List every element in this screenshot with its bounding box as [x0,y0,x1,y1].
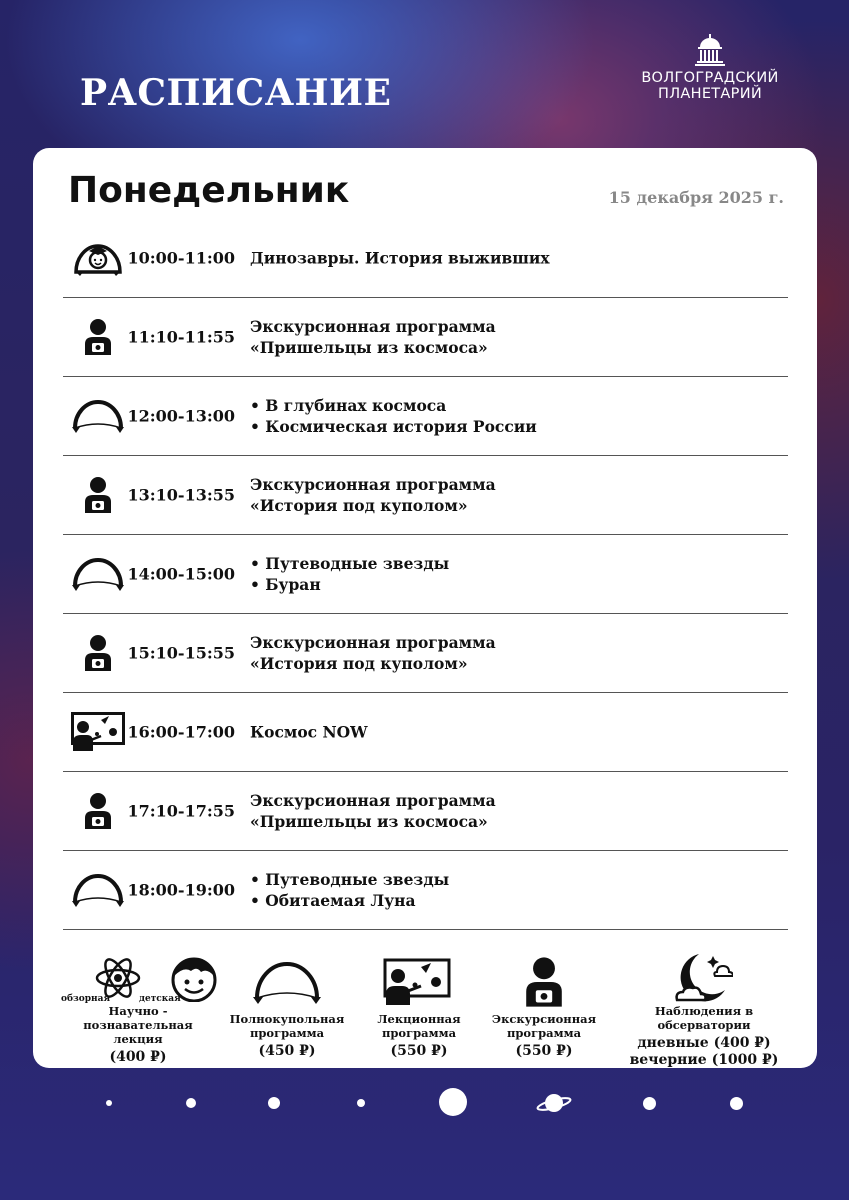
legend-excursion [485,1012,603,1059]
program-title [250,632,496,674]
program-line: Экскурсионная программа [250,633,496,652]
legend-label: программа [249,1026,325,1040]
program-line: • В глубинах космоса [250,396,447,415]
time-slot: 17:10-17:55 [127,801,235,821]
kids-lecture-icon [65,233,131,283]
program-title [250,474,496,516]
schedule-date: 15 декабря 2025 г. [608,188,784,207]
planet-dot [186,1098,196,1108]
planet-dot [106,1100,112,1106]
moon-cloud-icon [669,950,733,1006]
program-line: Динозавры. История выживших [250,248,550,268]
legend-label: программа [381,1026,457,1040]
program-line: «История под куполом» [250,496,468,515]
legend-label: Научно - познавательная [83,1004,193,1032]
dome-icon [65,391,131,441]
legend-label: Полнокупольная [229,1012,345,1026]
legend [33,956,817,1066]
program-line: «История под куполом» [250,654,468,673]
legend-label: Лекционная [377,1012,461,1026]
schedule-row [63,535,788,614]
time-slot: 11:10-11:55 [127,327,235,347]
time-slot: 14:00-15:00 [127,564,235,584]
program-line: • Космическая история России [250,417,537,436]
schedule-row [63,219,788,298]
legend-label: дневные (400 ₽) [637,1035,771,1051]
program-title [250,722,368,743]
guide-icon [65,312,131,362]
time-slot: 10:00-11:00 [127,248,235,268]
legend-label: Наблюдения в обсерватории [654,1004,754,1032]
time-slot: 12:00-13:00 [127,406,235,426]
legend-label: программа [506,1026,582,1040]
legend-science [53,1004,223,1065]
time-slot: 18:00-19:00 [127,880,235,900]
saturn-icon [536,1090,572,1116]
program-line: • Обитаемая Луна [250,891,416,910]
page-title: РАСПИСАНИЕ [80,72,392,114]
program-title [250,869,449,911]
program-line: Экскурсионная программа [250,317,496,336]
planet-dot [730,1097,743,1110]
planet-dot [357,1099,365,1107]
program-title [250,553,449,595]
program-title [250,248,550,269]
program-line: • Путеводные звезды [250,870,450,889]
legend-price: (550 ₽) [515,1043,573,1059]
legend-price: (550 ₽) [390,1043,448,1059]
planet-dot [268,1097,280,1109]
dome-icon [65,865,131,915]
guide-icon [523,956,565,1008]
planetarium-building-icon [695,34,725,66]
schedule-row [63,851,788,930]
time-slot: 13:10-13:55 [127,485,235,505]
schedule-row [63,298,788,377]
logo-line-1: ВОЛГОГРАДСКИЙ [641,70,779,86]
day-title: Понедельник [68,170,350,211]
logo [628,34,792,102]
legend-price: (450 ₽) [258,1043,316,1059]
program-line: Космос NOW [250,722,368,742]
schedule-row [63,614,788,693]
dome-icon [251,958,323,1006]
dome-icon [65,549,131,599]
program-title [250,316,496,358]
tag-overview: обзорная [61,994,111,1004]
time-slot: 16:00-17:00 [127,722,235,742]
legend-observatory [608,1004,800,1068]
schedule-row [63,456,788,535]
legend-price: (400 ₽) [109,1049,167,1065]
program-line: «Пришельцы из космоса» [250,338,488,357]
program-line: • Буран [250,575,321,594]
program-line: • Путеводные звезды [250,554,450,573]
schedule-row [63,377,788,456]
guide-icon [65,628,131,678]
schedule-row [63,772,788,851]
program-title [250,790,496,832]
program-title [250,395,537,437]
legend-fulldome [227,1012,347,1059]
schedule-list [63,219,788,930]
program-line: Экскурсионная программа [250,791,496,810]
lecture-board-icon [383,958,451,1006]
schedule-card [33,148,817,1068]
legend-label: лекция [113,1032,163,1046]
time-slot: 15:10-15:55 [127,643,235,663]
legend-lecture [363,1012,475,1059]
guide-icon [65,786,131,836]
planet-dot [643,1097,656,1110]
legend-label: вечерние (1000 ₽) [629,1052,779,1068]
schedule-row [63,693,788,772]
tag-kids: детская [139,994,181,1004]
legend-label: Экскурсионная [491,1012,597,1026]
planet-dots [0,1082,849,1122]
logo-line-2: ПЛАНЕТАРИЙ [657,86,762,102]
program-line: «Пришельцы из космоса» [250,812,488,831]
guide-icon [65,470,131,520]
lecture-board-icon [65,707,131,757]
planet-dot [439,1088,467,1116]
program-line: Экскурсионная программа [250,475,496,494]
